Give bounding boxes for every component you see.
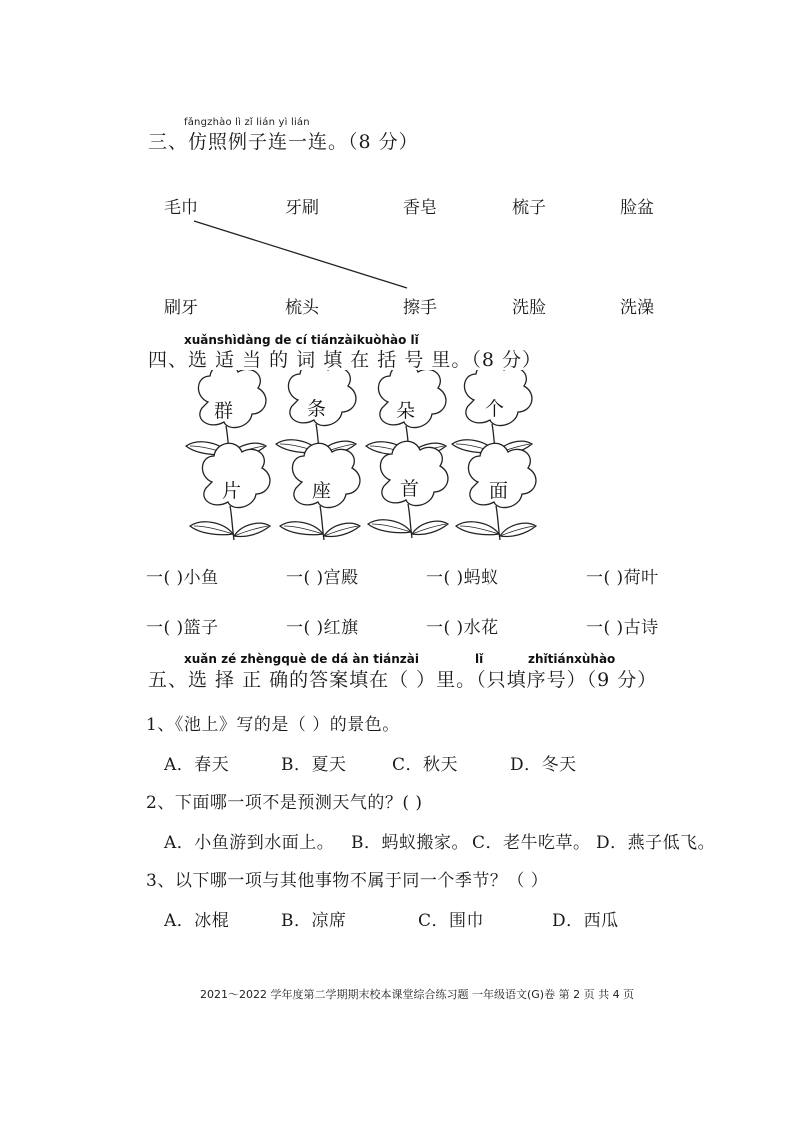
q2-option[interactable]: D．燕子低飞。 <box>596 833 716 853</box>
fill-blank-item[interactable]: 一( )古诗 <box>586 618 659 638</box>
section5-title: 五、选 择 正 确的答案填在（ ）里。（只填序号）（9 分） <box>148 669 658 691</box>
q2-option[interactable]: A．小鱼游到水面上。 <box>164 833 335 853</box>
top-word: 梳子 <box>512 198 546 218</box>
section3-pinyin: fǎngzhào lì zǐ lián yì lián <box>184 117 310 128</box>
fill-blank-item[interactable]: 一( )小鱼 <box>146 568 219 588</box>
fill-blank-item[interactable]: 一( )蚂蚁 <box>426 568 499 588</box>
bottom-word: 梳头 <box>285 298 319 318</box>
bottom-word: 洗脸 <box>512 298 546 318</box>
top-word: 牙刷 <box>285 198 319 218</box>
flower-char: 条 <box>307 398 327 420</box>
flower-char: 群 <box>214 400 234 422</box>
q1-option[interactable]: D．冬天 <box>510 755 577 775</box>
flower-char: 面 <box>489 480 509 502</box>
q2-option[interactable]: C．老牛吃草。 <box>472 833 591 853</box>
q3-option[interactable]: D．西瓜 <box>552 911 619 931</box>
fill-blank-item[interactable]: 一( )红旗 <box>286 618 359 638</box>
flower-char: 座 <box>312 480 332 502</box>
top-word: 脸盆 <box>620 198 654 218</box>
section5-pinyin-c: zhǐtiánxùhào <box>528 652 616 666</box>
fill-blank-item[interactable]: 一( )水花 <box>426 618 499 638</box>
section3-title: 三、仿照例子连一连。（8 分） <box>148 131 419 153</box>
q3-option[interactable]: B．凉席 <box>281 911 347 931</box>
section4-title: 四、选 适 当 的 词 填 在 括 号 里。（8 分） <box>148 349 542 371</box>
flower-char: 朵 <box>396 400 416 422</box>
bottom-word: 洗澡 <box>620 298 654 318</box>
top-word: 毛巾 <box>164 198 198 218</box>
top-word: 香皂 <box>403 198 437 218</box>
q3-option[interactable]: A．冰棍 <box>164 911 230 931</box>
fill-blank-item[interactable]: 一( )篮子 <box>146 618 219 638</box>
section5-pinyin-a: xuǎn zé zhèngquè de dá àn tiánzài <box>184 652 419 666</box>
fill-blank-item[interactable]: 一( )荷叶 <box>586 568 659 588</box>
page-footer: 2021～2022 学年度第二学期期末校本课堂综合练习题 一年级语文(G)卷 第 2 页 共 4 页 <box>200 988 635 1001</box>
fill-blank-item[interactable]: 一( )宫殿 <box>286 568 359 588</box>
flower-char: 个 <box>485 398 505 420</box>
question-3: 3、以下哪一项与其他事物不属于同一个季节？（ ） <box>146 871 549 891</box>
q3-option[interactable]: C．围巾 <box>418 911 485 931</box>
flower-char: 片 <box>222 480 242 502</box>
example-connection-line <box>0 0 794 340</box>
flower-char: 首 <box>400 478 420 500</box>
q2-option[interactable]: B．蚂蚁搬家。 <box>351 833 469 853</box>
question-2: 2、下面哪一项不是预测天气的？( ) <box>146 793 423 813</box>
flower-grid <box>0 370 794 550</box>
q1-option[interactable]: C．秋天 <box>392 755 459 775</box>
bottom-word: 刷牙 <box>164 298 198 318</box>
q1-option[interactable]: A．春天 <box>164 755 230 775</box>
question-1: 1、《池上》写的是（ ）的景色。 <box>146 715 400 735</box>
bottom-word: 擦手 <box>403 298 437 318</box>
q1-option[interactable]: B．夏天 <box>281 755 347 775</box>
section4-pinyin: xuǎnshìdàng de cí tiánzàikuòhào lǐ <box>184 333 419 347</box>
section5-pinyin-b: lǐ <box>475 652 484 666</box>
